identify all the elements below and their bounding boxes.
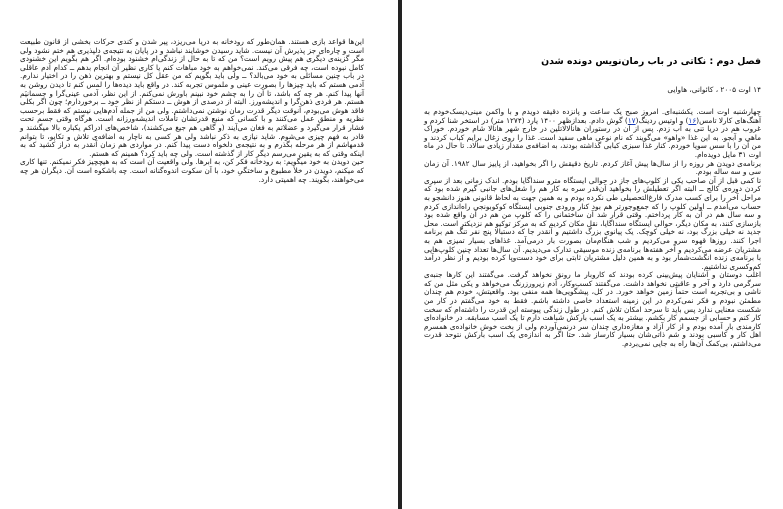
right-paragraph: اغلب دوستان و آشنایان پیش‌بینی کرده بودند که کاروبار ما رونق نخواهد گرفت. می‌گفتند این کارها جنبه‌ی سرگرمی دارد و آخر و عاقبتی نخواهد داشت. می‌گفتند کسب‌وکار، آدم زیرورزرنگ می‌خواهد و یکی مثل من که ناشی و بی‌تجربه است حتماً زمین خواهد خورد. در کل، پیشگویی‌ها همه منفی بود. واقعیتش، خودم هم چندان مطمئن نبودم و فکر نمی‌کردم در این زمینه استعداد خاصی داشته باشم. فقط به خود می‌گفتم در کار من شکست معنایی ندارد پس باید تا سرحد امکان تلاش کنم. در طول زندگی پیوسته این قدرت را داشته‌ام که سخت کار کنم و حسابی از جسمم کار بکشم. بیشتر به یک اسب بارکش شباهت دارم تا یک اسب مسابقه. در خانواده‌ای کارمندی بار آمده بودم و از کار آزاد و مغازه‌داری چندان سر درنمی‌آوردم ولی از بخت خوش خانواده‌ی همسرم اهل کار و کاسبی بودند و شم ذاتی‌شان بسیار کارساز شد. حتا اگر به اندازه‌ی یک اسب بارکش نتوحد قدرت می‌داشتم، بی‌کمک آن‌ها راه به جایی نمی‌بردم. (424, 270, 761, 349)
dateline: ۱۴ اوت ۲۰۰۵ ، کائوانی، هاوایی (667, 85, 761, 94)
footnote-link[interactable]: ۱۶ (688, 115, 697, 125)
left-paragraph: این‌ها قواعد بازی هستند. همان‌طور که رودخانه به دریا می‌ریزد، پیر شدن و کندی حرکات بخشی از قانون طبیعت است و چاره‌ای جز پذیرش آن نیست. شاید رسیدن خوشایند نباشد و در پایان به نتیجه‌ی دلپذیری هم ختم نشود ولی مگر گزینه‌ی دیگری هم پیش رویم است؟ من که تا به حال از زندگی‌ام خشنود بوده‌ام. اگر هم بگویم این خشنودی کامل نبوده است، چه فرقی می‌کند. نمی‌خواهم به خود مباهات کنم یا کاری نظیر آن انجام بدهم ــ کدام آدم عاقلی در باب چنین مسائلی به خود می‌بالد؟ ــ ولی باید بگویم که من عقل کل نیستم و بهترین ذهن را در اختیار ندارم. آدمی هستم که باید چیزها را بصورت عینی و ملموس تجربه کند. در واقع باید دیده‌ها را لمس کنم تا ديدن روشن به آنها پیدا کنم. هر چه که باشد، تا آن را به چشم خود نبینم باورش نمی‌کنم. از این نظر، آدمی عینی‌گرا و جسمانیَم هستم. هر فردی ذهن‌گرا و اندیشه‌ورز. البته از درصدی از هوش ــ دستکم از نظر خود ــ برخوردارم؛ چون اگر بکلی فاقد هوش می‌بودم، آنوقت دیگر قدرت رمان نوشتن نمی‌داشتم. ولی من از جمله آدم‌هایی نیستم که فقط برحسب نظریه و منطق عمل می‌کنند و با کسانی که منبع قدرتشان تأملات اندیشه‌ورزانه است. هرگاه وقتی جسم تحت فشار قرار می‌گیرد و عضلاتم به فغان می‌آیند (و گاهی هم جیغ می‌کشند)، شاخص‌های ادراکم یکباره بالا میگشند و قادر به فهم چیزی می‌شوم. شاید نیازی به ذکر نباشد ولی هر کسی به ناچار به اضافه‌ی تلاش و تکاپو، تا بتوانم قدمهاشم از هر مرحله بگذرم و به نتیجه‌ی دلخواه دست پیدا کنم. در مواردی هم زمان آنقدر به دراز کشید که به اینکه وقتی که به یقین می‌رسم دیگر کار از گذشته است. ولی چه باید کرد؟ همینم که هستم. (20, 37, 364, 158)
left-page (0, 0, 388, 509)
left-paragraph: حین دویدن به خود میگویم: به رودخانه فکر کن، به ابرها. ولی واقعیت آن است که به هیچچیز فکر نمیکنم. تنها کاری که میکنم، دویدن در خلأ مطبوع و ساختگیِ خود، با آن سکوت اندوه‌گنانه است. چه باشکوه است آن. دیگران هر چه می‌خواهند، بگویند. چه اهمیتی دارد. (20, 157, 364, 184)
right-page-text (424, 108, 761, 349)
right-paragraph: تا کمی قبل از آن صاحب یکی از کلوپ‌های جاز در حوالی ایستگاه مترو سنداگایا بودم. اندک زمانی بعد از سپری کردن دوره‌ی کالج ــ البته اگر تعطیلش را بخواهید آن‌قدر سره به کار هم را شغل‌های جانبی گیرم شده بود که مراحل آخر را برای کسب مدرک فارغ‌التحصیلی طی نکرده بودم و به همین جهت به لحاظ قانونی هنوز دانشجو به حساب می‌آمدم ــ اولین کلوپ را که جمع‌وجور‌تر هم بود کنار ورودی جنوبی ایستگاه کوکوبونجی راه‌اندازی کردم و سه سال هم در آن به کار پرداختم. وقتی قرار شد آن ساختمانی را که کلوپ من هم در آن واقع شده بود بازسازی کنند، به مکان دیگر، حوالی ایستگاه سنداگایا، نقل مکان کردیم که به مرکز توکیو هم نزدیکتر است. محل جدید نه خیلی بزرگ بود، نه خیلی کوچک. یک پیانوی بزرگ داشتیم و آنقدر جا که دستبالا پنج نفر تنگ هم برنامه اجرا کنند. روزها قهوه سرو می‌کردیم و شب هنگام‌مان بصورت بار درمی‌آمد. غذاهای بسیار تمیزی هم به مشتریان عرضه می‌کردیم و آخر هفته‌ها برنامه‌ی زنده موسیقی تدارک می‌دیدیم. آن سال‌ها تعداد چنین کلوپ‌هایی با برنامه‌ی زنده انگشت‌شمار بود و به همین دلیل مشتریان ثابتی برای خود دست‌وپا کرده بودیم و از نظر درآمد کم‌وکسری نداشتیم. (424, 175, 761, 271)
intro-text: ) و اوتیس ردینگ( (635, 115, 689, 125)
right-paragraph: برنامه‌ی دویدن هر روزه را از سال‌ها پیش آغاز کردم. تاریخ دقیقش را اگر بخواهید، از پاییز سال ۱۹۸۲. آن زمان سی و سه ساله بودم. (424, 158, 762, 177)
left-page-text (20, 38, 364, 184)
intro-paragraph (424, 108, 761, 160)
intro-text: ) گوش دادم. بعدازظهر ۱۴۰۰ یارد (۱۲۷۴ متر) در استخر شنا کردم و غروب هم در دریا تنی به آب زدم. پس از آن در رستوران هانالالاتلین در خارج شهر هانالا شام خوردم. خوراک ماهی و آبجو. به این غذا «واهو» می‌گویند که نام نوعی ماهی سفید است. غذا را روی زغال برایم کباب کردند و من آن را با سس سویا خوردم. کنار غذا سبزی کبابی گذاشته بودند، به اضافه‌ی مقدار زیادی سالاد. تا حال در ماه اوت ۳۱ مایل دویده‌ام. (424, 115, 761, 159)
intro-text: چهارشنبه اوت است. یکشنبه‌ای. امروز صبح یک ساعت و پانزده دقیقه دویدم و با واکمن مینی‌دیسک‌خودم به آهنگ‌های کارلا تامس( (424, 107, 761, 125)
chapter-title: فصل دوم : نکاتی در باب رمان‌نویس دونده شدن (541, 56, 761, 67)
footnote-link[interactable]: ۱۷ (627, 115, 636, 125)
right-page (398, 0, 783, 509)
